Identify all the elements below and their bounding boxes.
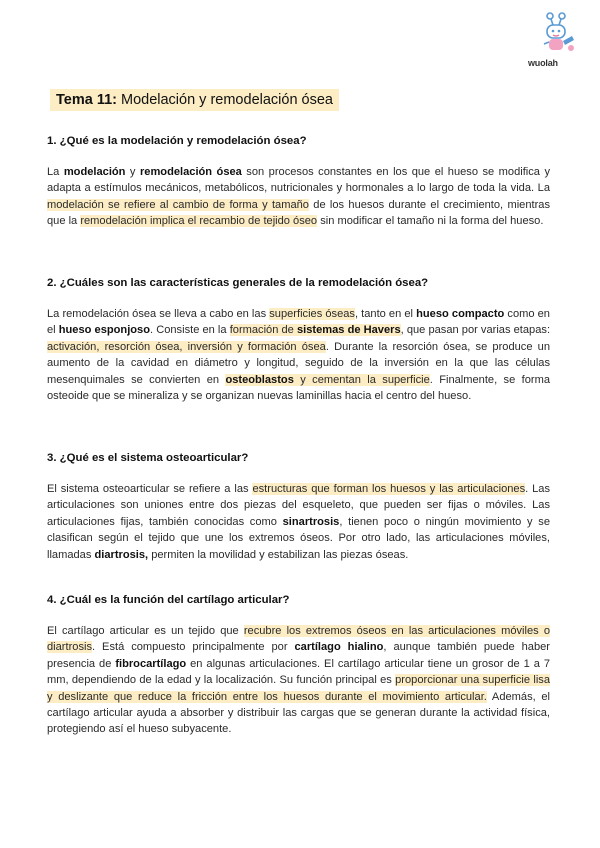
highlight: activación, resorción ósea, inversión y formación ósea <box>47 340 326 353</box>
highlight: sistemas de Havers <box>296 324 401 337</box>
topic-title-box <box>50 89 339 111</box>
section-2 <box>47 276 550 404</box>
topic-title: Modelación y remodelación ósea <box>121 92 333 108</box>
robot-mascot-icon <box>536 10 580 56</box>
highlight: superficies óseas <box>269 308 355 320</box>
highlight: modelación se refiere al cambio de forma y tamaño <box>47 198 309 211</box>
highlight: estructuras que forman los huesos y las articulaciones <box>252 483 526 495</box>
section-3 <box>47 451 550 563</box>
answer-4: El cartílago articular es un tejido que recubre los extremos óseos en las articulaciones móviles o diartrosis. Está compuesto principalmente por cartílago hialino, aunque también puede haber presencia de fibrocartílago en algunas articulaciones. El cartílago articular tiene un grosor de 1 a 7 mm, dependiendo de la edad y la localización. Su función principal es proporcionar una superficie lisa y deslizante que reduce la fricción entre los huesos durante el movimiento articular. Además, el cartílago articular ayuda a absorber y distribuir las cargas que se generan durante la actividad física, protegiendo así el hueso subyacente. <box>47 625 550 736</box>
section-1 <box>47 134 550 230</box>
question-3: 3. ¿Qué es el sistema osteoarticular? <box>47 452 249 464</box>
answer-3: El sistema osteoarticular se refiere a las estructuras que forman los huesos y las articulaciones. Las articulaciones son uniones entre dos piezas del esqueleto, que pueden ser fijas o móviles. Las articulaciones fijas, también conocidas como sinartrosis, tienen poco o ningún movimiento y se clasifican según el tejido que une los extremos óseos. Por otro lado, las articulaciones móviles, llamadas diartrosis, permiten la movilidad y estabilizan las piezas óseas. <box>47 483 550 561</box>
highlight: recubre los extremos óseos en las articulaciones móviles o diartrosis <box>47 625 550 654</box>
question-4: 4. ¿Cuál es la función del cartílago articular? <box>47 594 290 606</box>
question-1: 1. ¿Qué es la modelación y remodelación ósea? <box>47 135 307 147</box>
highlight: remodelación implica el recambio de tejido óseo <box>80 215 318 228</box>
highlight: osteoblastos <box>225 373 294 386</box>
logo-wordmark: wuolah <box>528 58 558 68</box>
topic-label: Tema 11: <box>56 92 117 108</box>
wuolah-logo <box>524 10 590 72</box>
answer-2: La remodelación ósea se lleva a cabo en las superficies óseas, tanto en el hueso compacto como en el hueso esponjoso. Consiste en la formación de sistemas de Havers, que pasan por varias etapas: activación, resorción ósea, inversión y formación ósea. Durante la resorción ósea, se produce un aumento de la cavidad en diámetro y longitud, seguido de la inversión en la que las células mesenquimales se convierten en osteoblastos y cementan la superficie. Finalmente, se forma osteoide que se mineraliza y se organizan nuevas laminillas hacia el centro del hueso. <box>47 308 551 403</box>
question-2: 2. ¿Cuáles son las características generales de la remodelación ósea? <box>47 277 429 289</box>
highlight: y cementan la superficie <box>293 373 430 386</box>
answer-1: La modelación y remodelación ósea son procesos constantes en los que el hueso se modifica y adapta a estímulos mecánicos, metabólicos, nutricionales y hormonales a lo largo de toda la vida. La modelación se refiere al cambio de forma y tamaño de los huesos durante el crecimiento, mientras que la remodelación implica el recambio de tejido óseo sin modificar el tamaño ni la forma del hueso. <box>47 166 550 228</box>
section-4 <box>47 593 550 738</box>
highlight: proporcionar una superficie lisa y deslizante que reduce la fricción entre los huesos durante el movimiento articular. <box>47 674 550 703</box>
highlight: formación de <box>229 324 297 337</box>
